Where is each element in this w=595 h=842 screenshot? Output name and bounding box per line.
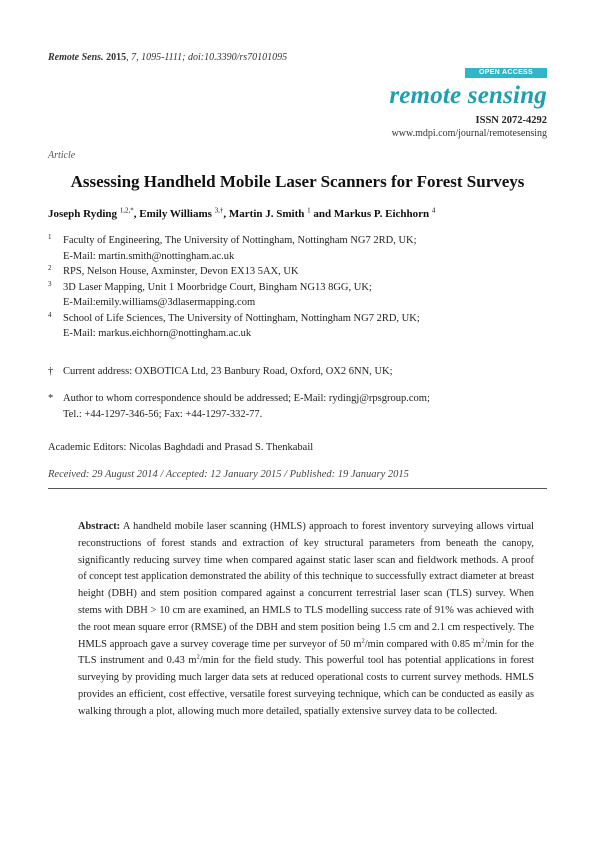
- citation-year: 2015: [106, 52, 127, 63]
- affiliation-email[interactable]: E-Mail: martin.smith@nottingham.ac.uk: [63, 250, 235, 262]
- article-type: Article: [48, 150, 76, 161]
- author-list: [48, 206, 547, 220]
- journal-url[interactable]: www.mdpi.com/journal/remotesensing: [391, 128, 547, 139]
- abstract: Abstract: A handheld mobile laser scanning (HMLS) approach to forest inventory surveying allows virtual reconstructions of forest stands and extraction of key structural parameters from beneath the canopy, significantly reducing survey time when compared against static laser scan and fieldwork methods. A proof of concept test application demonstrated the ability of this technique to successfully extract diameter at breast height (DBH) and stem position compared against a concurrent terrestrial laser scan (TLS) survey. When stems with DBH > 10 cm are examined, an HMLS to TLS modelling success rate of 91% was achieved with the root mean square error (RMSE) of the DBH and stem position being 1.5 cm and 2.1 cm respectively. The HMLS approach gave a survey coverage time per surveyor of 50 $m^2/\min$ compared with 0.85 $m^2/\min$ for the TLS instrument and 0.43 $m^2/\min$ for the field study. This powerful tool has potential applications in forest surveying by providing much larger data sets at reduced operational costs to current survey methods. HMLS provides an efficient, cost effective, versatile forest surveying technique, which can be conducted as easily as walking through a plot, allowing much more detailed, spatially extensive survey data to be collected.: [78, 521, 534, 717]
- citation-rest: , 7, 1095-1111; doi:10.3390/rs70101095: [126, 52, 288, 63]
- affiliation-email[interactable]: E-Mail: markus.eichhorn@nottingham.ac.uk: [63, 328, 252, 339]
- author: Joseph Ryding $^{1,2,*}$,: [48, 206, 140, 220]
- affiliation-item: 3 3D Laser Mapping, Unit 1 Moorbridge Court, Bingham NG13 8GG, UK; E-Mail:emily.williams@3dlasermapping.com: [48, 280, 547, 311]
- affiliation-email[interactable]: E-Mail:emily.williams@3dlasermapping.com: [63, 297, 256, 308]
- issn: ISSN 2072-4292: [475, 115, 547, 126]
- author: Markus P. Eichhorn $^4$: [333, 206, 436, 220]
- affiliation-item: 4 School of Life Sciences, The University of Nottingham, Nottingham NG7 2RD, UK; E-Mail: markus.eichhorn@nottingham.ac.uk: [48, 311, 547, 342]
- journal-name: remote sensing: [389, 82, 547, 109]
- current-address-note: † Current address: OXBOTICA Ltd, 23 Banbury Road, Oxford, OX2 6NN, UK;: [48, 366, 393, 377]
- citation-line: [48, 52, 287, 63]
- correspondence-note: * Author to whom correspondence should be addressed; E-Mail: rydingj@rpsgroup.com; Tel.: +44-1297-346-56; Fax: +44-1297-332-77.: [48, 393, 430, 420]
- affiliation-item: 1 Faculty of Engineering, The University of Nottingham, Nottingham NG7 2RD, UK; E-Mail: martin.smith@nottingham.ac.uk: [48, 233, 547, 264]
- open-access-badge: OPEN ACCESS: [465, 68, 547, 78]
- citation-journal: Remote Sens.: [48, 52, 104, 63]
- author: Emily Williams $^{3,\dagger}$,: [139, 206, 229, 220]
- divider: [48, 488, 547, 489]
- affiliation-item: 2 RPS, Nelson House, Axminster, Devon EX13 5AX, UK: [48, 264, 299, 277]
- abstract-label: Abstract:: [78, 521, 121, 532]
- author: Martin J. Smith $^1$ and: [228, 206, 334, 220]
- academic-editors: Academic Editors: Nicolas Baghdadi and Prasad S. Thenkabail: [48, 442, 314, 453]
- publication-dates: Received: 29 August 2014 / Accepted: 12 January 2015 / Published: 19 January 2015: [48, 469, 409, 480]
- affiliations: [48, 233, 547, 342]
- paper-title: Assessing Handheld Mobile Laser Scanners for Forest Surveys: [70, 172, 525, 191]
